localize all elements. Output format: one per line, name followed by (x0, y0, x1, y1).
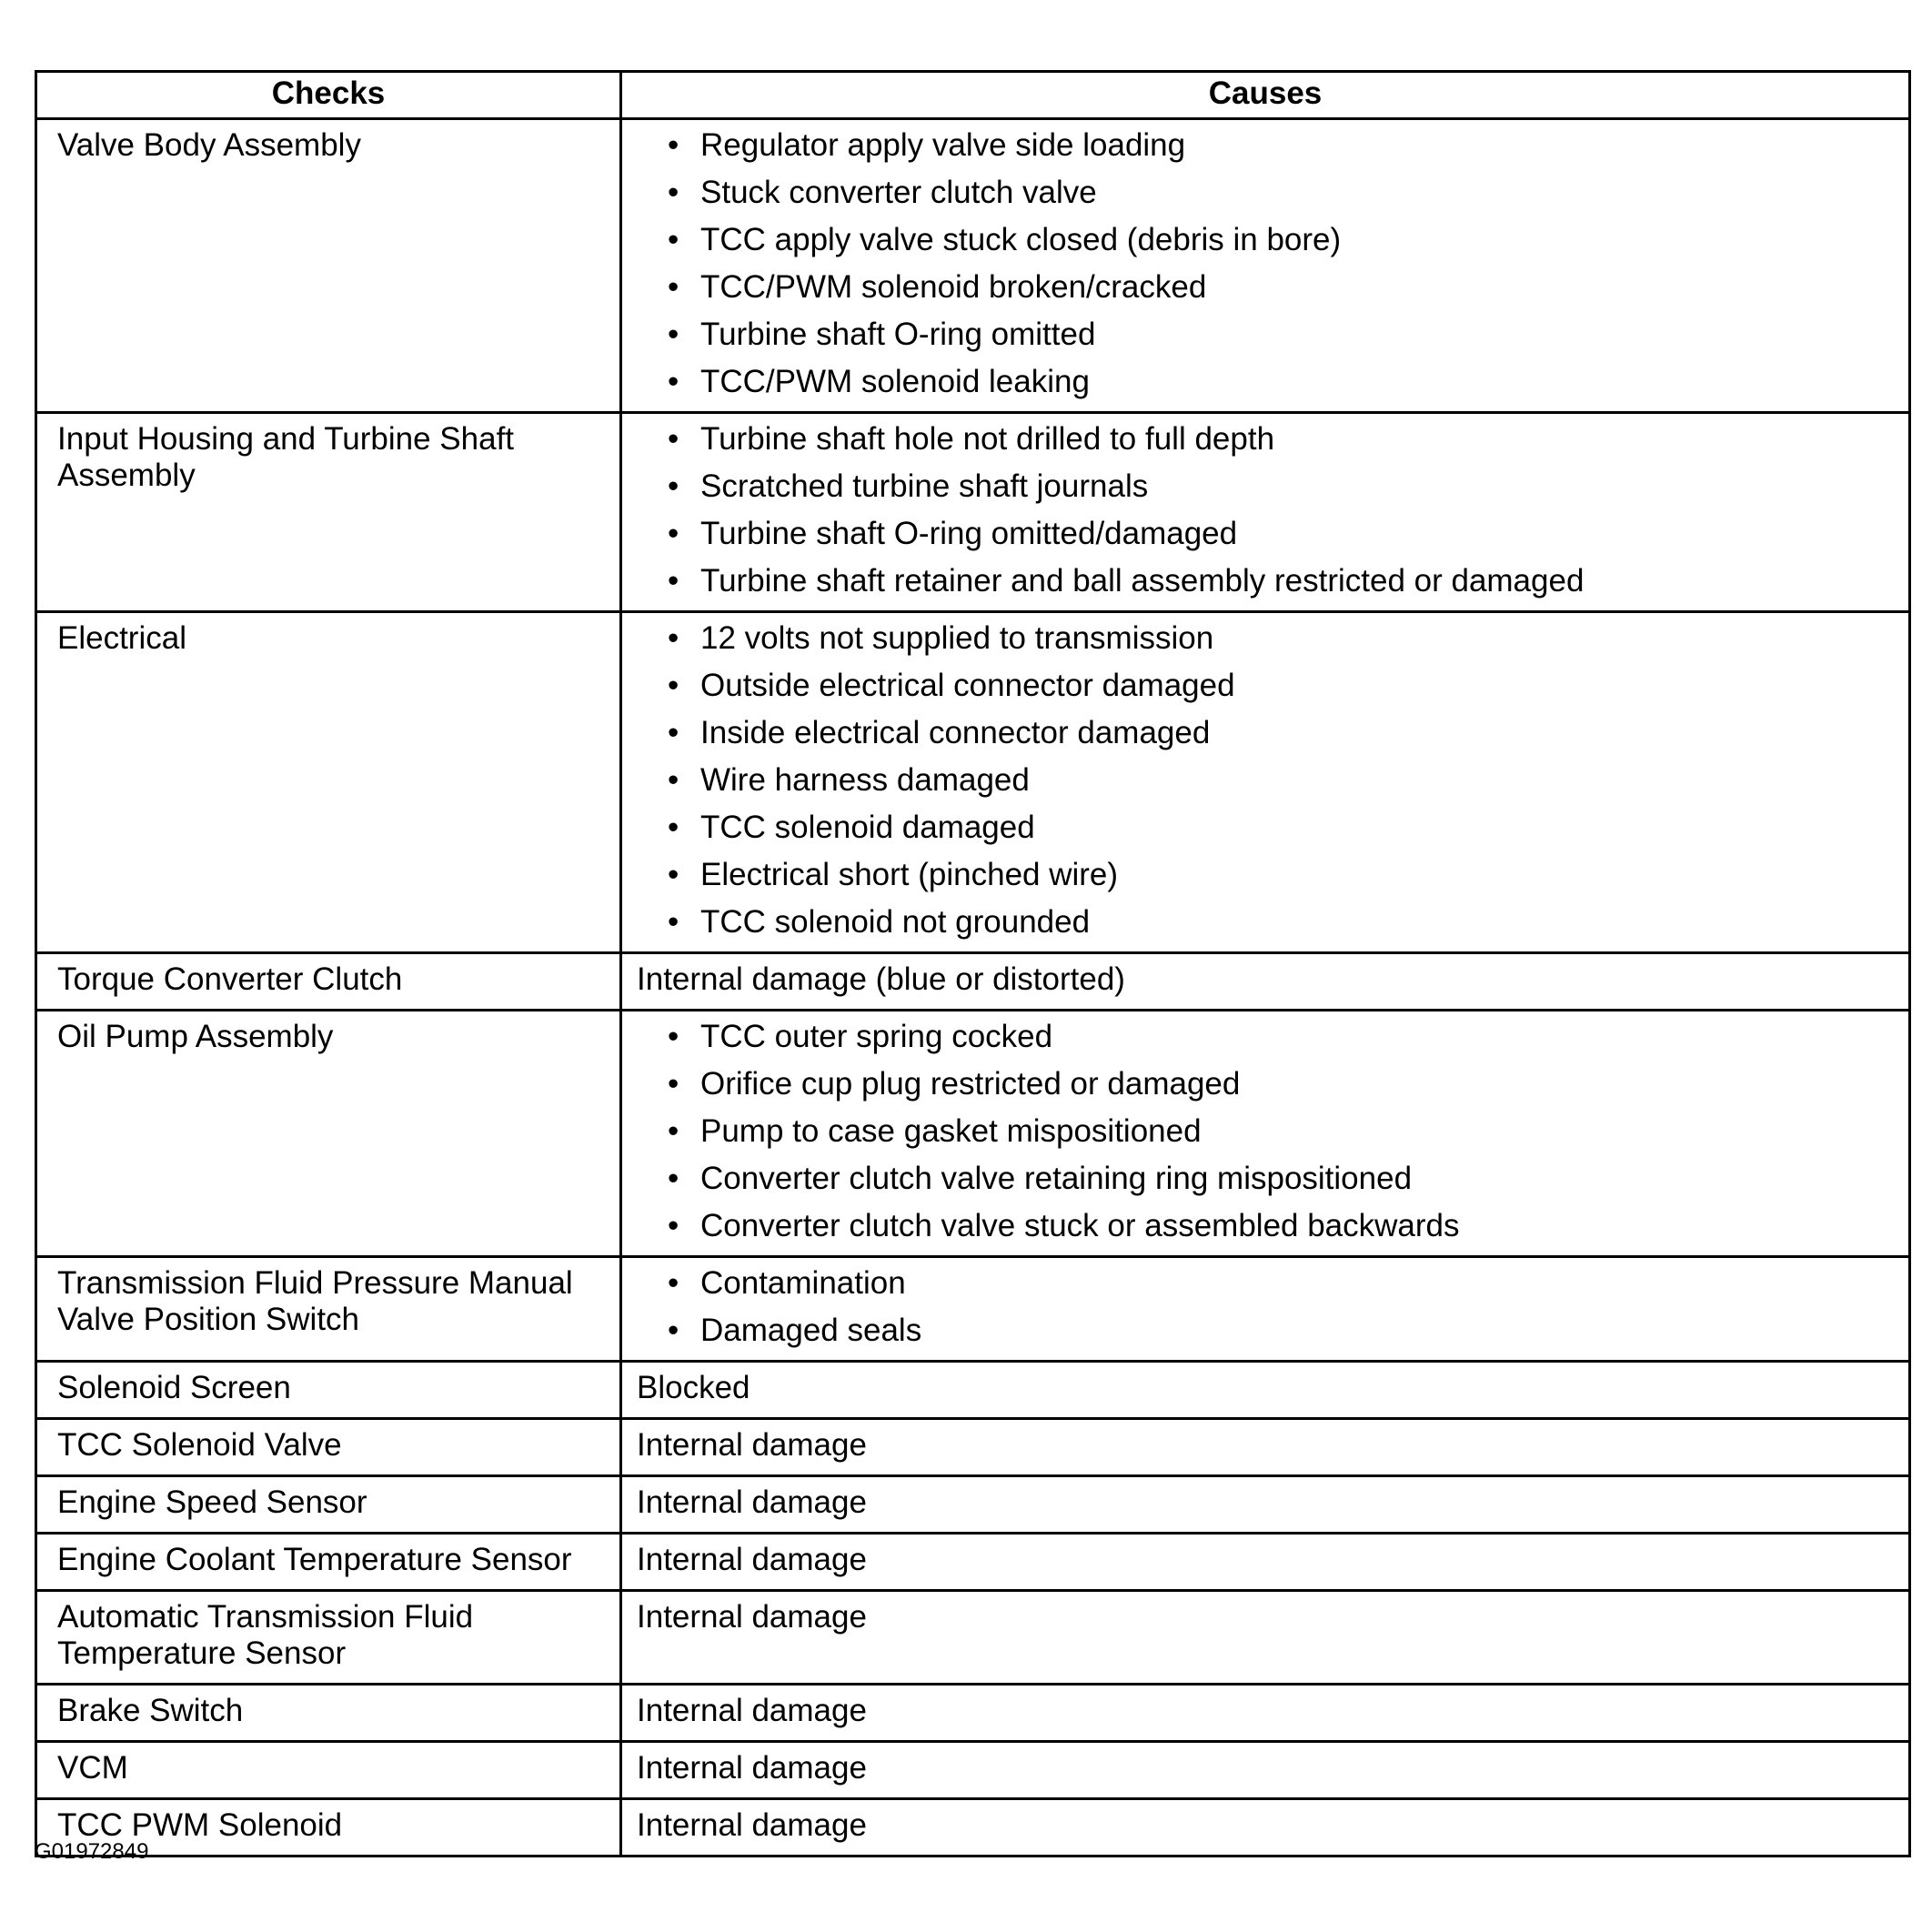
causes-cell: Internal damage (621, 1419, 1910, 1476)
causes-cell: Internal damage (621, 1742, 1910, 1799)
cause-item: • Pump to case gasket mispositioned (637, 1113, 1897, 1150)
table-row (36, 612, 1910, 953)
check-cell: Engine Speed Sensor (36, 1476, 621, 1534)
check-cell: VCM (36, 1742, 621, 1799)
cause-item: • Contamination (637, 1265, 1897, 1302)
header-checks: Checks (36, 72, 621, 119)
cause-list (637, 127, 1897, 400)
cause-item: • Electrical short (pinched wire) (637, 857, 1897, 893)
causes-cell (621, 612, 1910, 953)
cause-list (637, 620, 1897, 941)
check-cell: Input Housing and Turbine Shaft Assembly (36, 413, 621, 612)
cause-list (637, 1019, 1897, 1244)
table-row (36, 413, 1910, 612)
causes-cell (621, 1011, 1910, 1257)
check-cell: Automatic Transmission Fluid Temperature Sensor (36, 1591, 621, 1685)
causes-cell: Internal damage (blue or distorted) (621, 953, 1910, 1011)
table-row (36, 1591, 1910, 1685)
table-row (36, 1257, 1910, 1362)
table-row (36, 1476, 1910, 1534)
causes-cell: Internal damage (621, 1591, 1910, 1685)
table-row (36, 1742, 1910, 1799)
header-row (36, 72, 1910, 119)
cause-item: • Converter clutch valve stuck or assembled backwards (637, 1208, 1897, 1244)
check-cell: TCC Solenoid Valve (36, 1419, 621, 1476)
cause-item: • 12 volts not supplied to transmission (637, 620, 1897, 657)
cause-item: • Wire harness damaged (637, 762, 1897, 799)
cause-item: • TCC apply valve stuck closed (debris in bore) (637, 222, 1897, 258)
table-row (36, 1799, 1910, 1857)
cause-item: • TCC solenoid damaged (637, 810, 1897, 846)
causes-cell: Internal damage (621, 1534, 1910, 1591)
cause-item: • Scratched turbine shaft journals (637, 468, 1897, 505)
check-cell: Solenoid Screen (36, 1362, 621, 1419)
cause-item: • Turbine shaft O-ring omitted/damaged (637, 516, 1897, 552)
cause-item: • Stuck converter clutch valve (637, 175, 1897, 211)
table-row (36, 953, 1910, 1011)
causes-cell: Internal damage (621, 1799, 1910, 1857)
cause-item: • Inside electrical connector damaged (637, 715, 1897, 751)
table-row (36, 1685, 1910, 1742)
cause-item: • Regulator apply valve side loading (637, 127, 1897, 164)
figure-id: G01972849 (35, 1839, 149, 1864)
table-body (36, 119, 1910, 1857)
check-cell: Electrical (36, 612, 621, 953)
table-row (36, 1534, 1910, 1591)
check-cell: Torque Converter Clutch (36, 953, 621, 1011)
cause-item: • Turbine shaft retainer and ball assembly restricted or damaged (637, 563, 1897, 599)
cause-list (637, 1265, 1897, 1349)
cause-item: • Turbine shaft hole not drilled to full depth (637, 421, 1897, 458)
cause-item: • Orifice cup plug restricted or damaged (637, 1066, 1897, 1102)
cause-item: • TCC/PWM solenoid broken/cracked (637, 269, 1897, 306)
causes-cell (621, 1257, 1910, 1362)
cause-list (637, 421, 1897, 599)
causes-cell (621, 119, 1910, 413)
check-cell: Brake Switch (36, 1685, 621, 1742)
table-row (36, 119, 1910, 413)
check-cell: TCC PWM Solenoid (36, 1799, 621, 1857)
cause-item: • TCC solenoid not grounded (637, 904, 1897, 941)
table-row (36, 1362, 1910, 1419)
cause-item: • Converter clutch valve retaining ring mispositioned (637, 1161, 1897, 1197)
table-row (36, 1419, 1910, 1476)
causes-cell: Internal damage (621, 1476, 1910, 1534)
causes-cell: Internal damage (621, 1685, 1910, 1742)
check-cell: Engine Coolant Temperature Sensor (36, 1534, 621, 1591)
cause-item: • TCC/PWM solenoid leaking (637, 364, 1897, 400)
check-cell: Oil Pump Assembly (36, 1011, 621, 1257)
header-causes: Causes (621, 72, 1910, 119)
cause-item: • Outside electrical connector damaged (637, 668, 1897, 704)
check-cell: Valve Body Assembly (36, 119, 621, 413)
check-cell: Transmission Fluid Pressure Manual Valve Position Switch (36, 1257, 621, 1362)
causes-cell (621, 413, 1910, 612)
cause-item: • TCC outer spring cocked (637, 1019, 1897, 1055)
diagnosis-table (35, 70, 1911, 1857)
causes-cell: Blocked (621, 1362, 1910, 1419)
cause-item: • Turbine shaft O-ring omitted (637, 317, 1897, 353)
table-row (36, 1011, 1910, 1257)
cause-item: • Damaged seals (637, 1313, 1897, 1349)
